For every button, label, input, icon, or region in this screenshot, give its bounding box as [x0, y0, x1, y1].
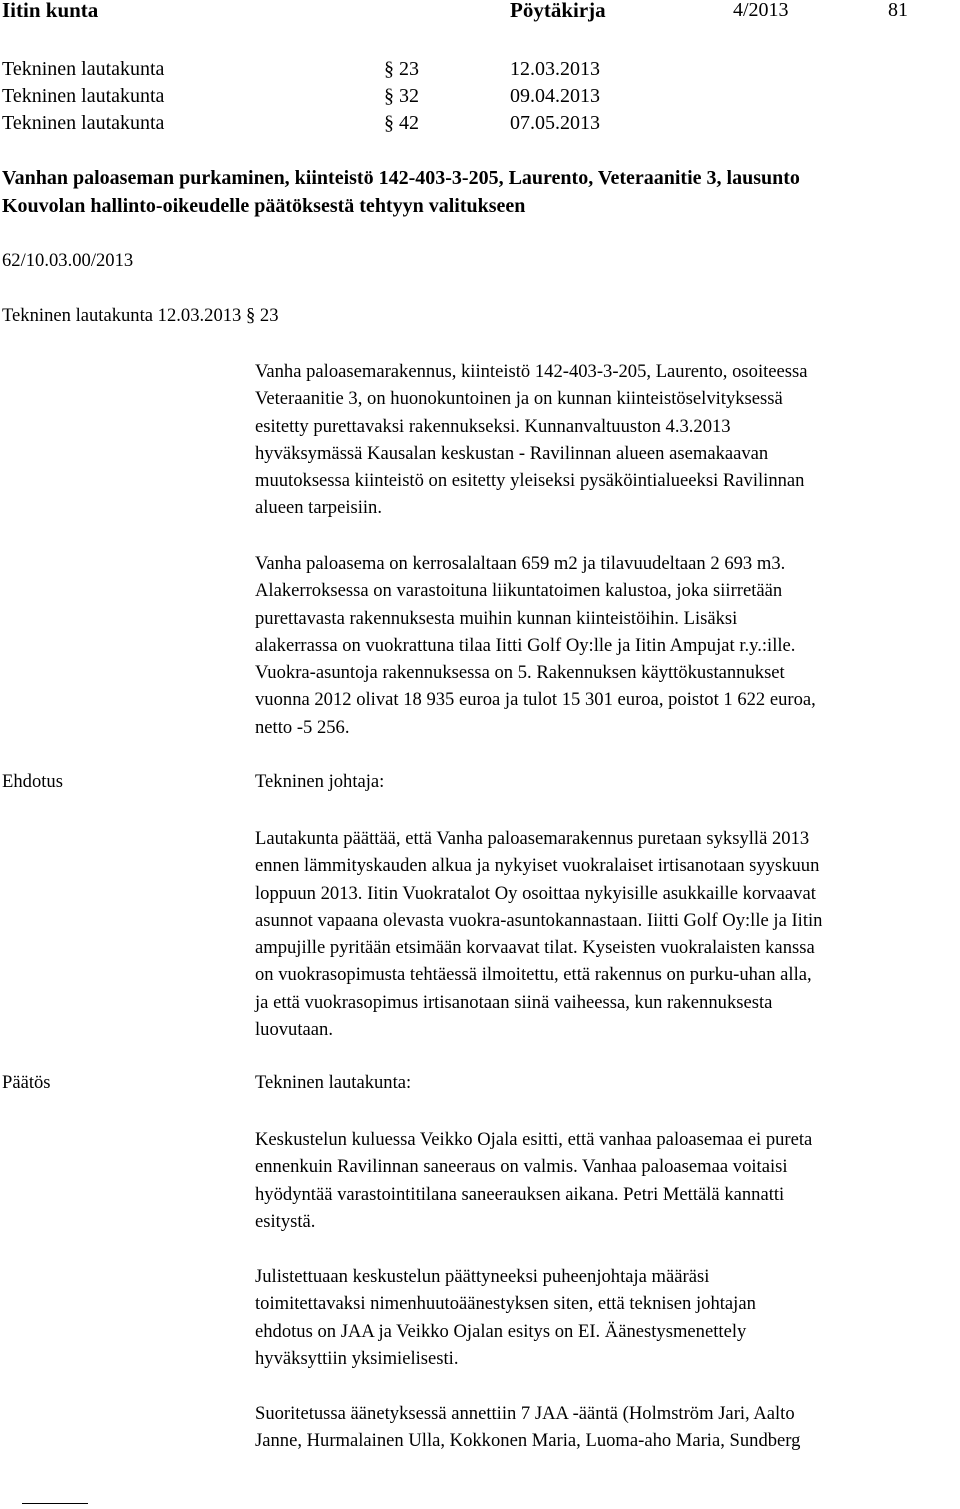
- meeting-date: 09.04.2013: [510, 85, 600, 107]
- document-reference: 62/10.03.00/2013: [2, 250, 134, 271]
- item-title-line: Kouvolan hallinto-oikeudelle päätöksestä tehtyyn valitukseen: [2, 195, 526, 217]
- text-line: Julistettuaan keskustelun päättyneeksi puheenjohtaja määräsi: [255, 1266, 710, 1287]
- text-line: Suoritetussa äänetyksessä annettiin 7 JAA -ääntä (Holmström Jari, Aalto: [255, 1403, 795, 1424]
- text-line: Vuokra-asuntoja rakennuksessa on 5. Rakennuksen käyttökustannukset: [255, 662, 785, 684]
- decision-paragraph-3: [255, 1400, 955, 1455]
- page-number: 81: [888, 0, 908, 21]
- text-line: ehdotus on JAA ja Veikko Ojalan esitys on EI. Äänestysmenettely: [255, 1320, 747, 1342]
- text-line: ennen lämmityskauden alkua ja nykyiset vuokralaiset irtisanotaan syyskuun: [255, 855, 820, 877]
- text-line: toimitettavaksi nimenhuutoäänestyksen siten, että teknisen johtajan: [255, 1293, 756, 1315]
- meeting-body: Tekninen lautakunta: [2, 85, 165, 107]
- text-line: ennenkuin Ravilinnan saneeraus on valmis. Vanhaa paloasemaa voitaisi: [255, 1156, 788, 1178]
- proposal-label: Ehdotus: [2, 771, 63, 792]
- description-paragraph-2: [255, 550, 955, 741]
- text-line: Keskustelun kuluessa Veikko Ojala esitti, että vanhaa paloasemaa ei pureta: [255, 1129, 813, 1150]
- text-line: Lautakunta päättää, että Vanha paloasemarakennus puretaan syksyllä 2013: [255, 828, 810, 849]
- description-paragraph-1: [255, 358, 955, 522]
- text-line: purettavasta rakennuksesta muihin kunnan kiinteistöihin. Lisäksi: [255, 607, 738, 629]
- text-line: ampujille pyritään etsimään korvaavat tilat. Kyseisten vuokralaisten kanssa: [255, 937, 815, 959]
- text-line: Veteraanitie 3, on huonokuntoinen ja on kunnan kiinteistöselvityksessä: [255, 388, 783, 410]
- text-line: esitystä.: [255, 1210, 316, 1232]
- text-line: esitetty purettavaksi rakennukseksi. Kunnanvaltuuston 4.3.2013: [255, 415, 731, 437]
- text-line: Vanha paloasemarakennus, kiinteistö 142-403-3-205, Laurento, osoiteessa: [255, 361, 808, 382]
- text-line: on vuokrasopimusta tehtäessä ilmoitettu, että rakennus on purku-uhan alla,: [255, 964, 812, 986]
- section-reference: Tekninen lautakunta 12.03.2013 § 23: [2, 305, 279, 326]
- text-line: Vanha paloasema on kerrosalaltaan 659 m2 ja tilavuudeltaan 2 693 m3.: [255, 553, 786, 574]
- item-title-line: Vanhan paloaseman purkaminen, kiinteistö 142-403-3-205, Laurento, Veteraanitie 3, lausunto: [2, 167, 800, 189]
- decision-paragraph-1: [255, 1126, 955, 1235]
- meeting-date: 07.05.2013: [510, 112, 600, 134]
- text-line: hyödyntää varastointitilana saneerauksen aikana. Petri Mettälä kannatti: [255, 1183, 785, 1205]
- text-line: luovutaan.: [255, 1019, 333, 1041]
- decision-label: Päätös: [2, 1072, 51, 1093]
- footer-rule: [22, 1503, 88, 1504]
- meeting-section: § 23: [384, 58, 419, 80]
- text-line: Janne, Hurmalainen Ulla, Kokkonen Maria, Luoma-aho Maria, Sundberg: [255, 1430, 801, 1452]
- proposal-presenter: Tekninen johtaja:: [255, 771, 385, 792]
- text-line: hyväksymässä Kausalan keskustan - Ravilinnan alueen asemakaavan: [255, 442, 769, 464]
- decision-body: Tekninen lautakunta:: [255, 1072, 412, 1093]
- municipality-name: Iitin kunta: [2, 0, 99, 22]
- text-line: Alakerroksessa on varastoituna liikuntatoimen kalustoa, joka siirretään: [255, 580, 783, 602]
- proposal-text: [255, 825, 955, 1043]
- meeting-section: § 32: [384, 85, 419, 107]
- meeting-section: § 42: [384, 112, 419, 134]
- meeting-date: 12.03.2013: [510, 58, 600, 80]
- text-line: ja että vuokrasopimus irtisanotaan siinä vaiheessa, kun rakennuksesta: [255, 991, 773, 1013]
- meeting-body: Tekninen lautakunta: [2, 112, 165, 134]
- issue-number: 4/2013: [733, 0, 789, 21]
- text-line: asunnot vapaana olevasta vuokra-asuntokannastaan. Iiitti Golf Oy:lle ja Iitin: [255, 909, 823, 931]
- decision-paragraph-2: [255, 1263, 955, 1372]
- text-line: muutoksessa kiinteistö on esitetty yleiseksi pysäköintialueeksi Ravilinnan: [255, 470, 805, 492]
- meeting-body: Tekninen lautakunta: [2, 58, 165, 80]
- text-line: loppuun 2013. Iitin Vuokratalot Oy osoittaa nykyisille asukkaille korvaavat: [255, 882, 816, 904]
- text-line: hyväksyttiin yksimielisesti.: [255, 1347, 459, 1369]
- text-line: alakerrassa on vuokrattuna tilaa Iitti Golf Oy:lle ja Iitin Ampujat r.y.:ille.: [255, 634, 796, 656]
- document-type: Pöytäkirja: [510, 0, 606, 22]
- text-line: netto -5 256.: [255, 716, 350, 738]
- text-line: vuonna 2012 olivat 18 935 euroa ja tulot 15 301 euroa, poistot 1 622 euroa,: [255, 689, 816, 711]
- text-line: alueen tarpeisiin.: [255, 497, 383, 519]
